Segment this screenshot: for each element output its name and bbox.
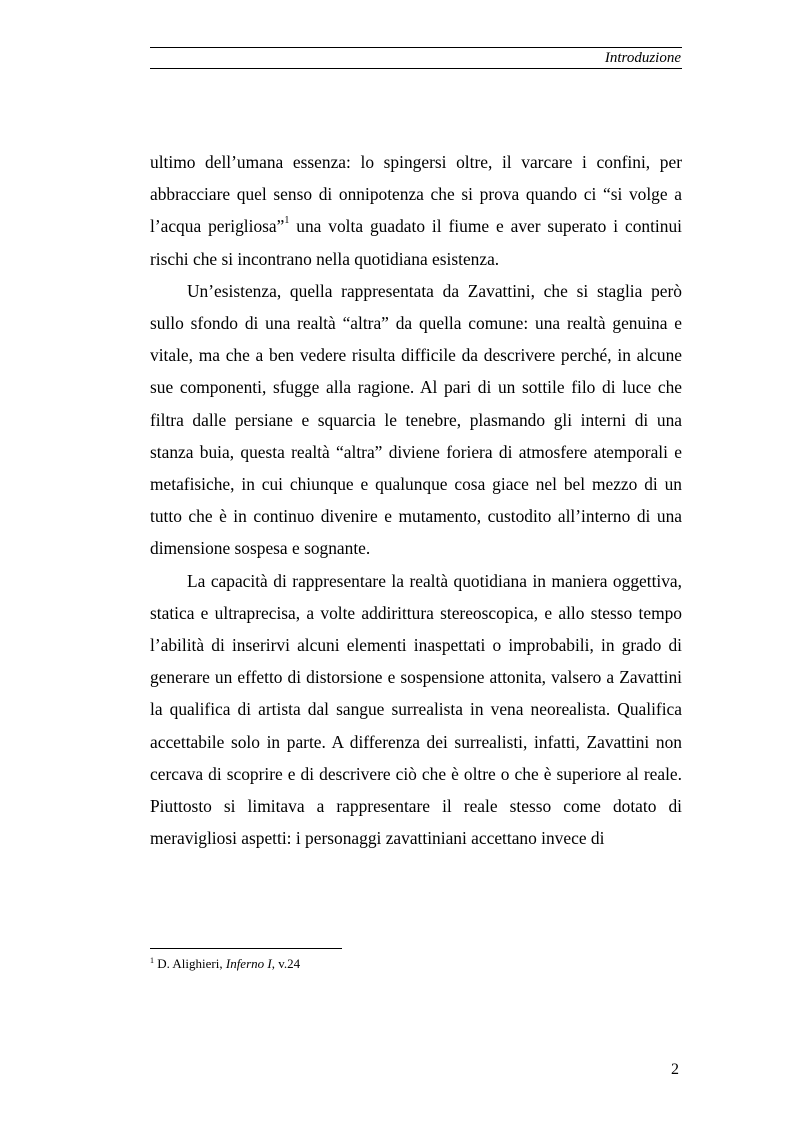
footnote-ref: , v.24	[271, 956, 301, 971]
paragraph-2: Un’esistenza, quella rappresentata da Zavattini, che si staglia però sullo sfondo di una realtà “altra” da quella comune: una realtà genuina e vitale, ma che a ben vedere risulta difficile da descrivere perché, in alcune sue componenti, sfugge alla ragione. Al pari di un sottile filo di luce che filtra dalle persiane e squarcia le tenebre, plasmando gli interni di una stanza buia, questa realtà “altra” diviene foriera di atmosfere atemporali e metafisiche, in cui chiunque e qualunque cosa giace nel bel mezzo di un tutto che è in continuo divenire e mutamento, custodito all’interno di una dimensione sospesa e sognante.	[150, 280, 682, 559]
header-rule-top	[150, 47, 682, 48]
header-rule-bottom	[150, 68, 682, 69]
paragraph-1-text-b: una volta guadato il fiume e aver superato i continui rischi che si incontrano nella quotidiana esistenza.	[150, 216, 682, 269]
footnote-1	[150, 956, 300, 972]
paragraph-3: La capacità di rappresentare la realtà quotidiana in maniera oggettiva, statica e ultraprecisa, a volte addirittura stereoscopica, e allo stesso tempo l’abilità di inserirvi alcuni elementi inaspettati o improbabili, in grado di generare un effetto di distorsione e sospensione attonita, valsero a Zavattini la qualifica di artista dal sangue surrealista in vena neorealista. Qualifica accettabile solo in parte. A differenza dei surrealisti, infatti, Zavattini non cercava di scoprire e di descrivere ciò che è oltre o che è superiore al reale. Piuttosto si limitava a rappresentare il reale stesso come dotato di meravigliosi aspetti: i personaggi zavattiniani accettano invece di	[150, 570, 682, 849]
footnote-work: Inferno I	[225, 956, 272, 971]
footnote-author: D. Alighieri,	[154, 956, 226, 971]
running-header: Introduzione	[604, 50, 681, 66]
footnote-number: 1	[150, 956, 154, 965]
paragraph-1	[150, 146, 682, 275]
page-number: 2	[671, 1061, 679, 1078]
footnote-ref-1: 1	[284, 215, 290, 227]
footnote-separator	[150, 948, 342, 949]
paragraph-1-text-a: ultimo dell’umana essenza: lo spingersi oltre, il varcare i confini, per abbracciare quel senso di onnipotenza che si prova quando ci “si volge a l’acqua perigliosa”	[150, 152, 682, 237]
main-text	[150, 146, 682, 854]
